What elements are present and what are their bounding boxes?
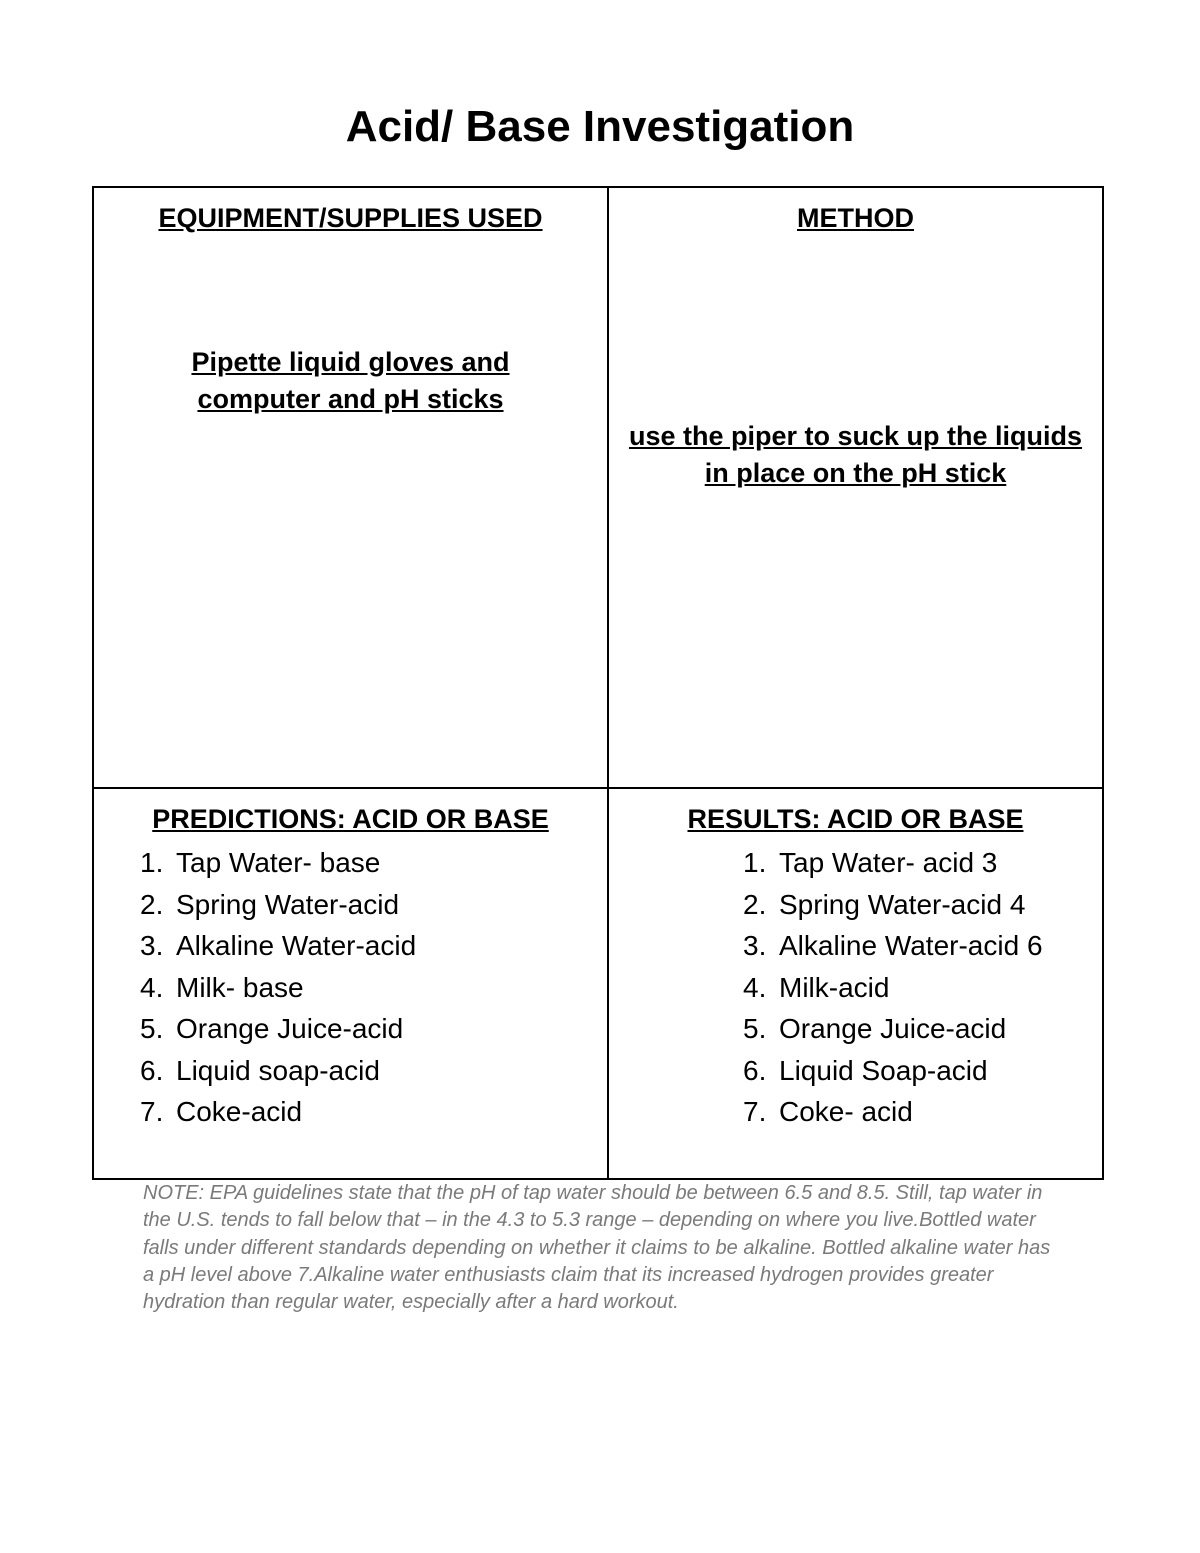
list-item: 1. Tap Water- acid 3 — [743, 847, 998, 878]
equipment-text: Pipette liquid gloves and computer and pH sticks — [191, 347, 510, 414]
equipment-cell — [94, 188, 607, 787]
list-item: 2. Spring Water-acid — [140, 888, 400, 920]
list-item: 5. Orange Juice-acid — [743, 1013, 1007, 1044]
list-item: 2. Spring Water-acid 4 — [743, 888, 1026, 920]
results-heading: RESULTS: ACID OR BASE — [687, 804, 1024, 834]
method-heading: METHOD — [797, 203, 914, 233]
results-cell — [609, 789, 1102, 1178]
page-title: Acid/ Base Investigation — [345, 102, 855, 152]
note-text: NOTE: EPA guidelines state that the pH of tap water should be between 6.5 and 8.5. Still, tap water in the U.S. tends to fall below that – in the 4.3 to 5.3 range – depending on where you live.Bottled water falls under different standards depending on whether it claims to be alkaline. Bottled alkaline water has a pH level above 7.Alkaline water enthusiasts claim that its increased hydrogen provides greater hydration than regular water, especially after a hard workout. — [143, 1182, 1051, 1314]
predictions-heading: PREDICTIONS: ACID OR BASE — [152, 804, 549, 834]
list-item: 4. Milk-acid — [743, 971, 890, 1003]
list-item: 4. Milk- base — [140, 971, 304, 1003]
results-list — [743, 842, 1043, 1133]
list-item: 5. Orange Juice-acid — [140, 1013, 404, 1044]
list-item: 1. Tap Water- base — [140, 847, 381, 878]
worksheet-table — [92, 186, 1104, 1180]
list-item: 6. Liquid Soap-acid — [743, 1054, 988, 1086]
list-item: 7. Coke-acid — [140, 1096, 303, 1127]
predictions-list — [140, 842, 416, 1133]
predictions-cell — [94, 789, 607, 1178]
list-item: 6. Liquid soap-acid — [140, 1054, 380, 1086]
method-text: use the piper to suck up the liquids in place on the pH stick — [628, 421, 1083, 488]
list-item: 3. Alkaline Water-acid 6 — [743, 930, 1043, 961]
method-cell — [609, 188, 1102, 787]
list-item: 3. Alkaline Water-acid — [140, 930, 417, 961]
equipment-heading: EQUIPMENT/SUPPLIES USED — [158, 203, 543, 233]
list-item: 7. Coke- acid — [743, 1096, 913, 1127]
